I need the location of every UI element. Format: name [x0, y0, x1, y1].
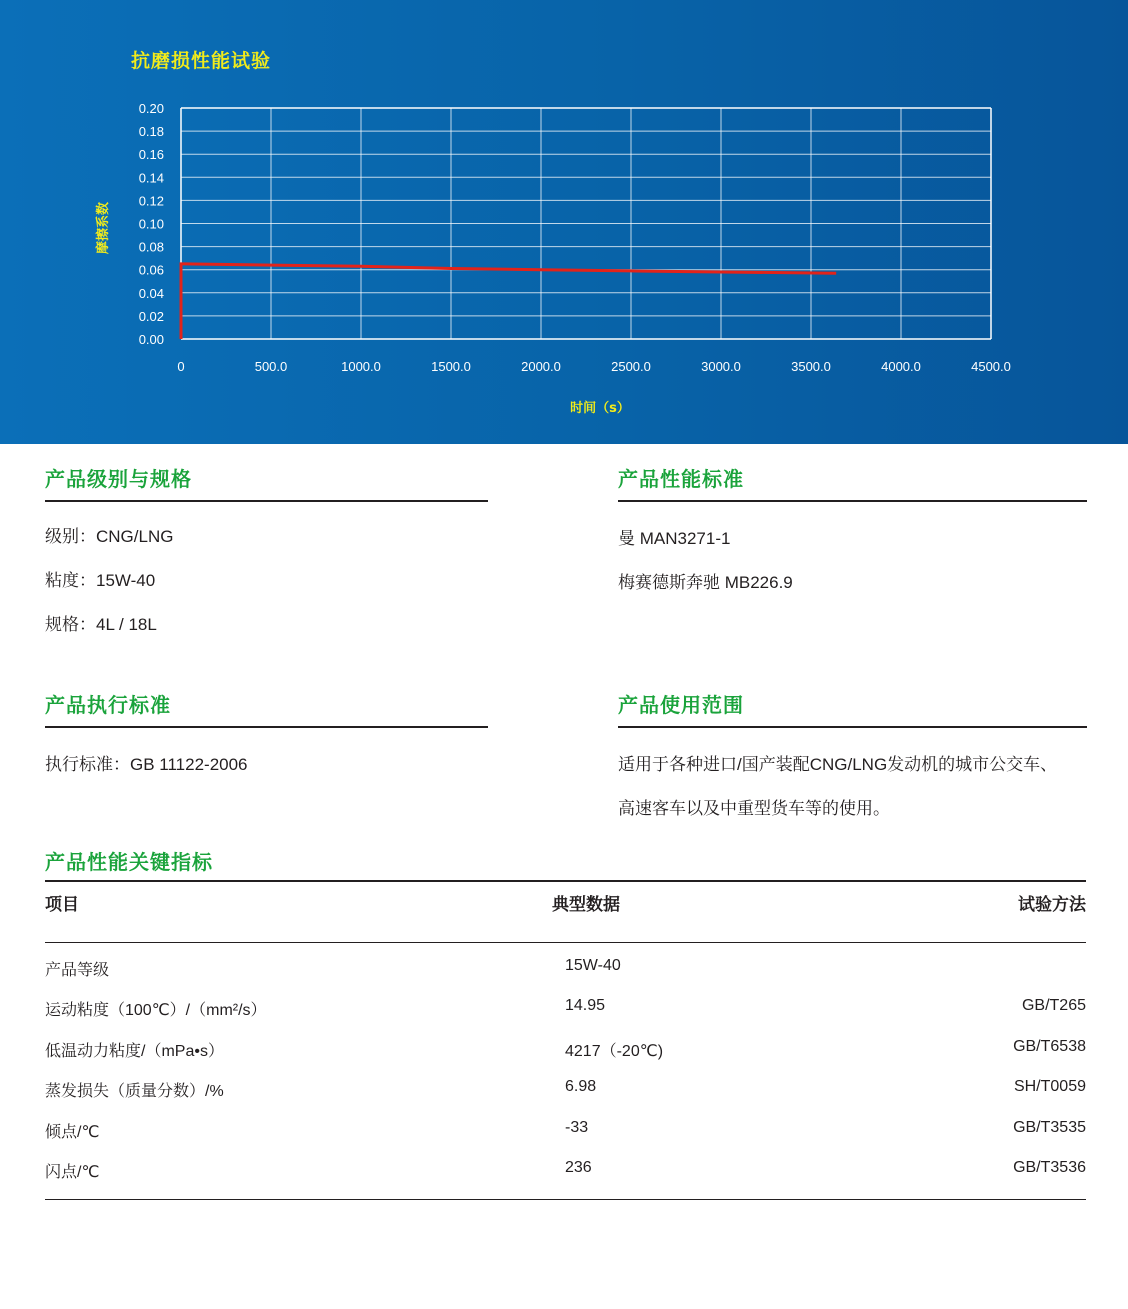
y-axis-label: 摩擦系数 — [96, 201, 111, 255]
performance-standard-title: 产品性能标准 — [618, 467, 744, 491]
row-method: GB/T3536 — [1013, 1159, 1086, 1176]
usage-scope-line-1: 适用于各种进口/国产装配CNG/LNG发动机的城市公交车、 — [618, 755, 1058, 774]
table-row — [45, 997, 1086, 1037]
viscosity-item: 粘度：15W-40 — [45, 571, 156, 590]
row-item: 运动粘度（100℃）/（mm²/s） — [45, 1002, 267, 1019]
standard-man-item: 曼 MAN3271-1 — [618, 529, 731, 548]
y-tick-label: 0.14 — [138, 170, 164, 186]
row-method: GB/T6538 — [1013, 1038, 1086, 1055]
usage-scope-title: 产品使用范围 — [618, 693, 744, 717]
table-row — [45, 1038, 1086, 1078]
row-value: 4217（-20℃) — [565, 1043, 664, 1060]
x-tick-label: 3500.0 — [791, 359, 831, 374]
y-tick-label: 0.02 — [138, 308, 164, 324]
y-tick-label: 0.04 — [138, 285, 164, 301]
x-tick-label: 4500.0 — [971, 359, 1011, 374]
table-row — [45, 1078, 1086, 1118]
x-tick-label: 1500.0 — [431, 359, 471, 374]
x-tick-label: 4000.0 — [881, 359, 921, 374]
row-item: 产品等级 — [45, 962, 110, 979]
grade-spec-divider — [45, 500, 488, 502]
standard-mb-item: 梅赛德斯奔驰 MB226.9 — [618, 573, 793, 592]
row-value: 236 — [565, 1159, 592, 1176]
table-row — [45, 1159, 1086, 1199]
row-item: 蒸发损失（质量分数）/% — [45, 1083, 224, 1100]
execution-standard-title: 产品执行标准 — [45, 693, 171, 717]
y-tick-label: 0.08 — [138, 239, 164, 255]
package-spec-item: 规格：4L / 18L — [45, 615, 157, 634]
row-method: SH/T0059 — [1013, 1078, 1086, 1095]
key-indicators-title: 产品性能关键指标 — [45, 850, 213, 874]
performance-standard-section — [618, 464, 1087, 502]
friction-chart — [0, 0, 1128, 444]
table-top-rule — [45, 880, 1086, 882]
chart-banner — [0, 0, 1128, 444]
x-tick-label: 2500.0 — [611, 359, 651, 374]
row-value: 6.98 — [565, 1078, 597, 1095]
row-method: GB/T3535 — [1013, 1119, 1086, 1136]
y-tick-label: 0.00 — [138, 332, 164, 347]
grade-spec-title: 产品级别与规格 — [45, 467, 192, 491]
x-tick-label: 2000.0 — [521, 359, 561, 374]
row-item: 低温动力粘度/（mPa•s） — [45, 1043, 224, 1060]
row-item: 倾点/℃ — [45, 1124, 100, 1141]
table-row — [45, 957, 1086, 997]
row-method: GB/T265 — [1021, 997, 1086, 1014]
y-tick-label: 0.20 — [138, 101, 164, 116]
execution-standard-item: 执行标准：GB 11122-2006 — [45, 755, 248, 774]
chart-title: 抗磨损性能试验 — [131, 50, 272, 72]
execution-standard-section — [45, 690, 488, 728]
row-value: 14.95 — [565, 997, 606, 1014]
grade-spec-section — [45, 464, 488, 502]
performance-standard-divider — [618, 500, 1087, 502]
usage-scope-divider — [618, 726, 1087, 728]
grade-item: 级别：CNG/LNG — [45, 527, 174, 546]
table-row — [45, 1119, 1086, 1159]
y-tick-label: 0.12 — [138, 193, 164, 209]
x-tick-label: 1000.0 — [341, 359, 381, 374]
y-tick-label: 0.10 — [138, 216, 164, 232]
row-value: -33 — [565, 1119, 589, 1136]
table-header-rule — [45, 942, 1086, 943]
x-tick-label: 0 — [177, 359, 185, 374]
header-item: 项目 — [45, 895, 79, 915]
table-bottom-rule — [45, 1199, 1086, 1200]
y-tick-label: 0.18 — [138, 124, 164, 140]
usage-scope-section — [618, 690, 1087, 728]
y-tick-label: 0.06 — [138, 262, 164, 278]
x-tick-label: 500.0 — [254, 359, 288, 374]
usage-scope-line-2: 高速客车以及中重型货车等的使用。 — [618, 799, 890, 818]
row-item: 闪点/℃ — [45, 1164, 100, 1181]
x-tick-label: 3000.0 — [701, 359, 741, 374]
x-axis-label: 时间（s） — [570, 401, 630, 416]
friction-series-line — [181, 264, 836, 339]
y-tick-label: 0.16 — [138, 147, 164, 163]
execution-standard-divider — [45, 726, 488, 728]
header-typical-data: 典型数据 — [552, 895, 620, 915]
header-test-method: 试验方法 — [1018, 895, 1086, 915]
row-value: 15W-40 — [565, 957, 621, 974]
